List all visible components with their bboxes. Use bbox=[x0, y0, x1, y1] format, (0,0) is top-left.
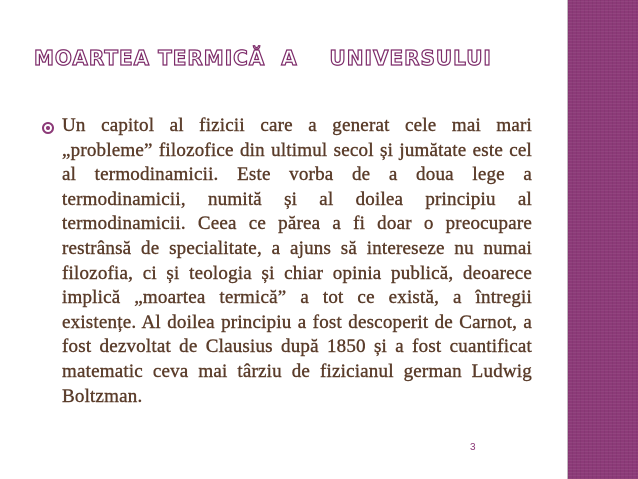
decorative-side-band bbox=[568, 0, 638, 479]
body-paragraph: Un capitol al fizicii care a generat cele mai mari „probleme” filozofice din ultimul secol și jumătate este cel al termodinamicii. Este vorba de a doua lege a termodinamicii, numită și al doilea principiu al termodinamicii. Ceea ce părea a fi doar o preocupare restrânsă de specialitate, a ajuns să intereseze nu numai filozofia, ci și teologia și chiar opinia publică, deoarece implică „moartea termică” a tot ce există, a întregii existențe. Al doilea principiu a fost descoperit de Carnot, a fost dezvoltat de Clausius după 1850 și a fost cuantificat matematic ceva mai târziu de fizicianul german Ludwig Boltzman. bbox=[62, 115, 532, 407]
circle-bullet-icon bbox=[42, 122, 54, 134]
slide-number: 3 bbox=[470, 442, 476, 453]
content-block bbox=[42, 114, 532, 409]
slide-title: MOARTEA TERMICĂ A UNIVERSULUI bbox=[34, 46, 492, 70]
